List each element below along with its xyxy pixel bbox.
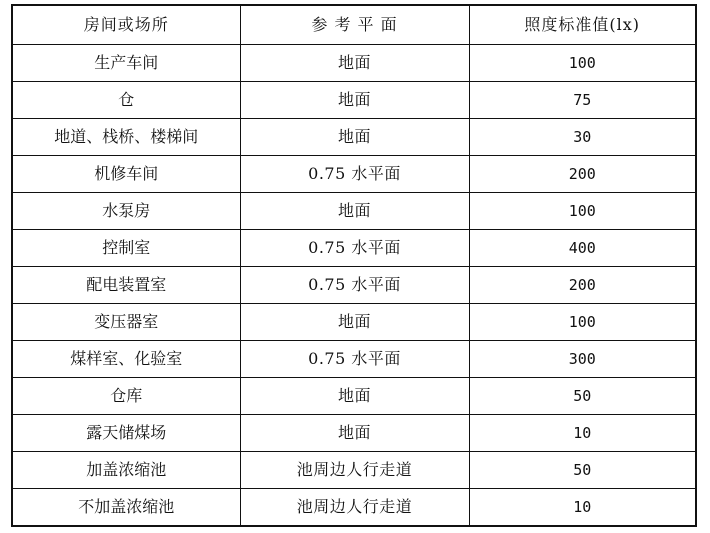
table-row	[12, 82, 696, 119]
illuminance-table-container	[11, 4, 695, 527]
table-row	[12, 156, 696, 193]
cell-plane: 地面	[240, 193, 469, 230]
cell-value: 10	[469, 415, 696, 452]
cell-plane: 地面	[240, 415, 469, 452]
cell-plane: 0.75 水平面	[240, 230, 469, 267]
table-row	[12, 304, 696, 341]
cell-value: 50	[469, 378, 696, 415]
illuminance-standard-table	[11, 4, 697, 527]
cell-place: 机修车间	[12, 156, 240, 193]
cell-place: 煤样室、化验室	[12, 341, 240, 378]
table-row	[12, 119, 696, 156]
cell-value: 30	[469, 119, 696, 156]
table-row	[12, 341, 696, 378]
cell-plane: 池周边人行走道	[240, 452, 469, 489]
cell-place: 变压器室	[12, 304, 240, 341]
cell-value: 100	[469, 193, 696, 230]
cell-place: 水泵房	[12, 193, 240, 230]
cell-value: 300	[469, 341, 696, 378]
cell-plane: 地面	[240, 45, 469, 82]
header-illuminance-value: 照度标准值(lx)	[469, 5, 696, 45]
cell-place: 配电装置室	[12, 267, 240, 304]
table-row	[12, 267, 696, 304]
cell-place: 控制室	[12, 230, 240, 267]
cell-place: 地道、栈桥、楼梯间	[12, 119, 240, 156]
table-row	[12, 489, 696, 527]
cell-place: 不加盖浓缩池	[12, 489, 240, 527]
table-row	[12, 452, 696, 489]
cell-plane: 池周边人行走道	[240, 489, 469, 527]
cell-value: 200	[469, 156, 696, 193]
cell-value: 200	[469, 267, 696, 304]
cell-value: 50	[469, 452, 696, 489]
cell-place: 生产车间	[12, 45, 240, 82]
cell-plane: 地面	[240, 82, 469, 119]
table-row	[12, 378, 696, 415]
table-row	[12, 230, 696, 267]
cell-value: 100	[469, 304, 696, 341]
cell-plane: 0.75 水平面	[240, 156, 469, 193]
header-reference-plane: 参 考 平 面	[240, 5, 469, 45]
cell-value: 10	[469, 489, 696, 527]
cell-plane: 地面	[240, 304, 469, 341]
header-place: 房间或场所	[12, 5, 240, 45]
cell-value: 100	[469, 45, 696, 82]
cell-place: 加盖浓缩池	[12, 452, 240, 489]
table-row	[12, 193, 696, 230]
cell-plane: 0.75 水平面	[240, 267, 469, 304]
table-header-row	[12, 5, 696, 45]
cell-value: 75	[469, 82, 696, 119]
table-row	[12, 415, 696, 452]
cell-value: 400	[469, 230, 696, 267]
cell-plane: 地面	[240, 378, 469, 415]
cell-plane: 0.75 水平面	[240, 341, 469, 378]
cell-place: 仓库	[12, 378, 240, 415]
cell-place: 仓	[12, 82, 240, 119]
table-row	[12, 45, 696, 82]
cell-plane: 地面	[240, 119, 469, 156]
cell-place: 露天储煤场	[12, 415, 240, 452]
